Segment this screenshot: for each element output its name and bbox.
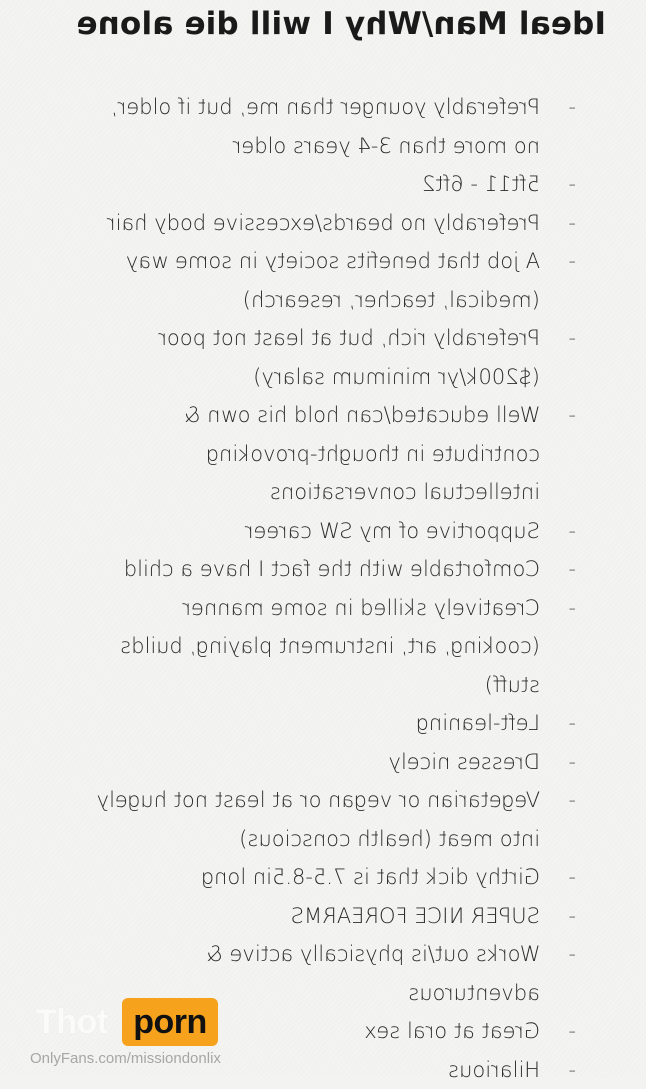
bullet-dash: - [556,550,576,589]
requirements-list [36,88,576,1089]
watermark-brand-left: Thot [36,1003,108,1042]
bullet-dash: - [556,512,576,551]
list-item [36,704,576,743]
list-item-line: no more than 3-4 years older [36,127,540,166]
list-item-line: (cooking, art, instrument playing, builds [36,627,540,666]
list-item [36,743,576,782]
list-item-line: Preferably no beards/excessive body hair [36,204,540,243]
bullet-dash: - [556,242,576,281]
bullet-dash: - [556,204,576,243]
list-item-line: SUPER NICE FOREARMS [36,897,540,936]
list-item-line: Well educated/can hold his own & [36,396,540,435]
watermark-source: OnlyFans.com/missiondonlix [30,1050,221,1067]
bullet-dash: - [556,781,576,820]
list-item-line: Preferably rich, but at least not poor [36,319,540,358]
list-item-line: into meat (health conscious) [36,820,540,859]
list-item-line: Great at oral sex [36,1012,540,1051]
note-title: Ideal Man/Why I will die alone [46,6,606,42]
list-item [36,550,576,589]
list-item [36,897,576,936]
list-item-line: Supportive of my SW career [36,512,540,551]
list-item-line: ($200k/yr minimum salary) [36,358,540,397]
list-item [36,396,576,512]
list-item-line: Works out/is physically active & [36,935,540,974]
list-item-line: Vegetarian or vegan or at least not hugely [36,781,540,820]
list-item-line: Preferably younger than me, but if older, [36,88,540,127]
bullet-dash: - [556,858,576,897]
watermark-brand-right: porn [122,998,218,1046]
list-item-line: stuff) [36,666,540,705]
list-item [36,242,576,319]
bullet-dash: - [556,396,576,435]
list-item [36,512,576,551]
list-item-line: intellectual conversations [36,473,540,512]
list-item [36,781,576,858]
bullet-dash: - [556,935,576,974]
bullet-dash: - [556,1012,576,1051]
list-item [36,319,576,396]
list-item [36,858,576,897]
list-item [36,204,576,243]
list-item-line: adventurous [36,974,540,1013]
list-item-line: Comfortable with the fact I have a child [36,550,540,589]
bullet-dash: - [556,704,576,743]
bullet-dash: - [556,88,576,127]
list-item [36,88,576,165]
bullet-dash: - [556,1051,576,1089]
list-item-line: Girthy dick that is 7.5-8.5in long [36,858,540,897]
list-item-line: 5ft11 - 6ft2 [36,165,540,204]
bullet-dash: - [556,589,576,628]
list-item-line: A job that benefits society in some way [36,242,540,281]
bullet-dash: - [556,319,576,358]
bullet-dash: - [556,165,576,204]
list-item [36,1012,576,1051]
bullet-dash: - [556,743,576,782]
list-item-line: (medical, teacher, research) [36,281,540,320]
bullet-dash: - [556,897,576,936]
list-item-line: Creatively skilled in some manner [36,589,540,628]
list-item [36,165,576,204]
list-item [36,935,576,1012]
list-item-line: Hilarious [36,1051,540,1089]
list-item-line: Dresses nicely [36,743,540,782]
list-item-line: Left-leaning [36,704,540,743]
list-item-line: contribute in thought-provoking [36,435,540,474]
list-item [36,589,576,705]
